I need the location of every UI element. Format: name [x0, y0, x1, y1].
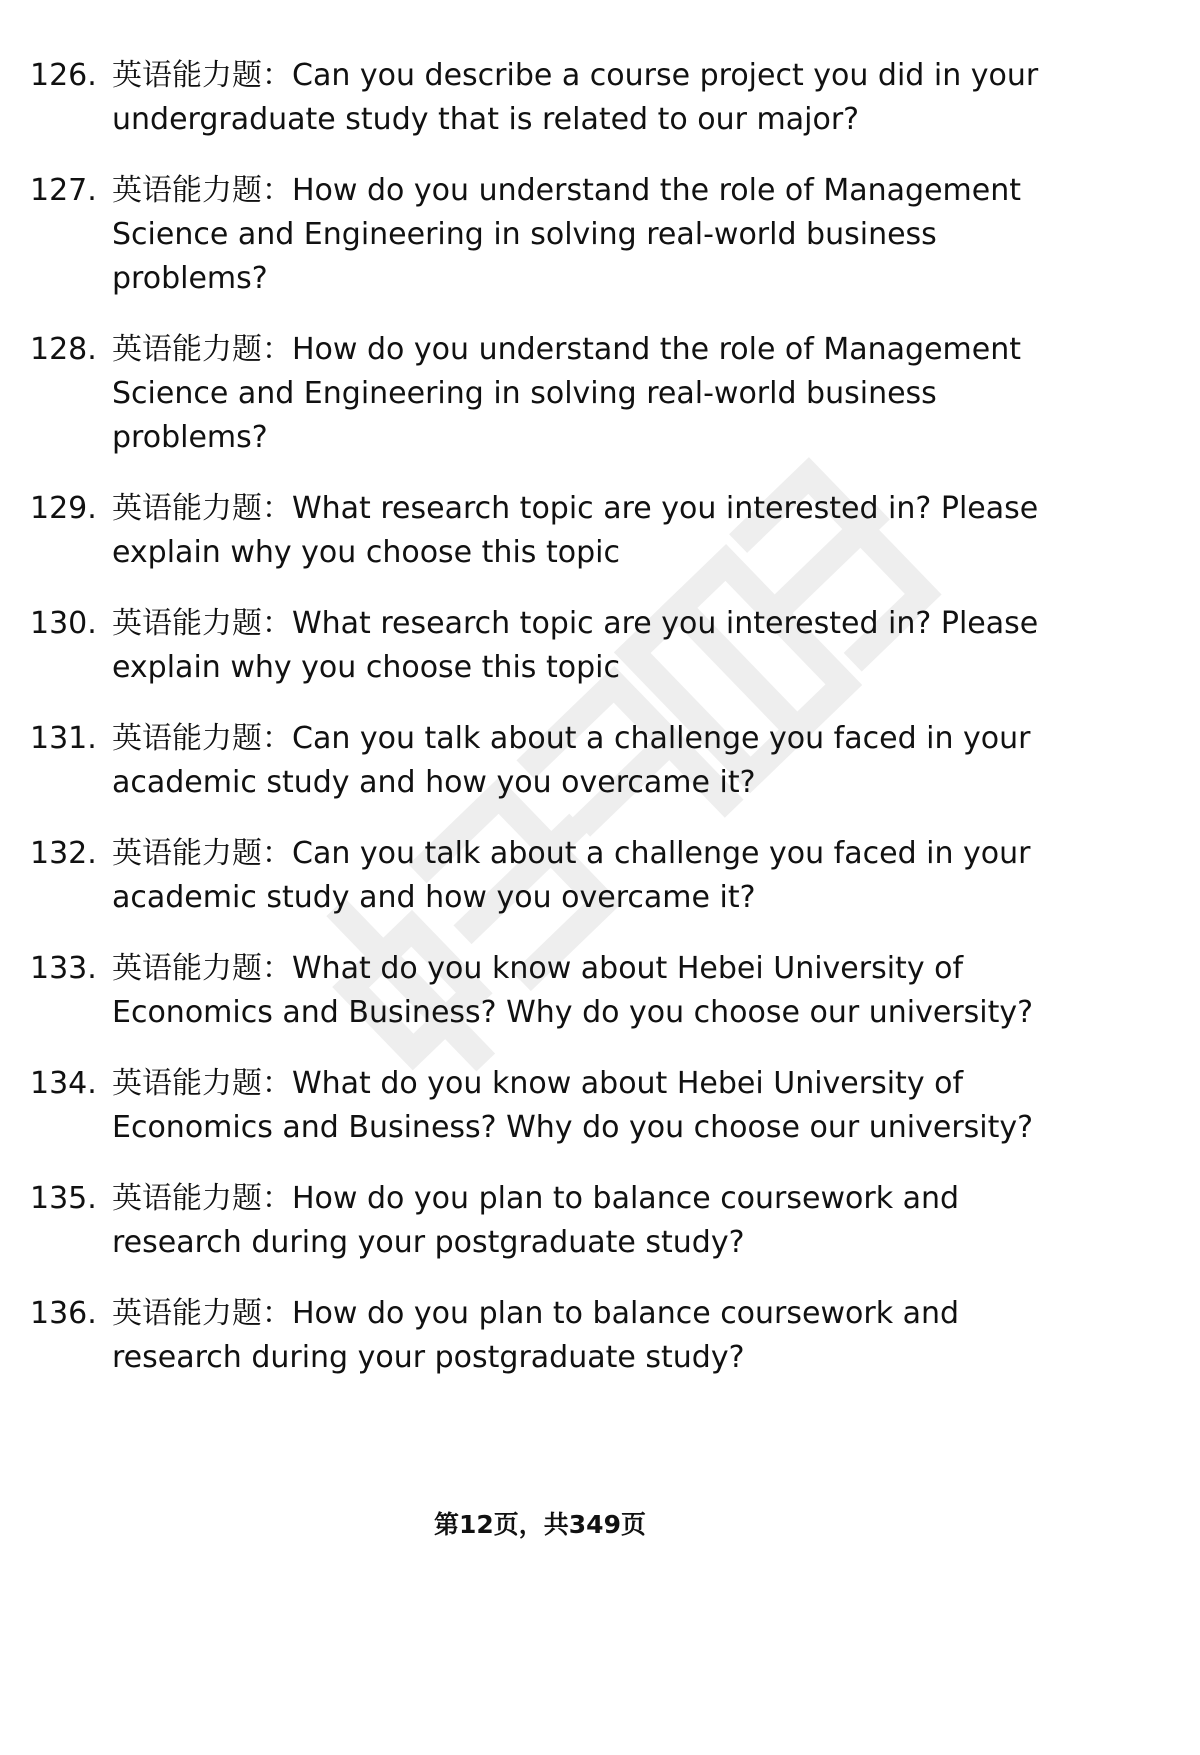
question-item — [0, 169, 1080, 301]
question-item — [0, 328, 1080, 460]
question-body — [112, 717, 1047, 805]
question-text: How do you plan to balance coursework and research during your postgraduate study? — [112, 1181, 960, 1260]
question-body — [112, 54, 1047, 142]
question-category: 英语能力题： — [112, 1181, 292, 1216]
question-item — [0, 717, 1080, 805]
question-body — [112, 1062, 1047, 1150]
question-text: Can you talk about a challenge you faced in your academic study and how you overcame it? — [112, 721, 1031, 800]
question-body — [112, 602, 1047, 690]
question-body — [112, 328, 1047, 460]
question-category: 英语能力题： — [112, 1296, 292, 1331]
question-text: How do you understand the role of Management Science and Engineering in solving real-world business problems? — [112, 332, 1022, 455]
question-number: 129. — [30, 491, 97, 526]
question-item — [0, 1062, 1080, 1150]
question-text: What do you know about Hebei University of Economics and Business? Why do you choose our university? — [112, 951, 1034, 1030]
question-list — [0, 54, 1080, 1407]
question-item — [0, 54, 1080, 142]
question-text: How do you understand the role of Management Science and Engineering in solving real-world business problems? — [112, 173, 1022, 296]
question-body — [112, 832, 1047, 920]
question-text: Can you talk about a challenge you faced in your academic study and how you overcame it? — [112, 836, 1031, 915]
question-item — [0, 1292, 1080, 1380]
question-text: What do you know about Hebei University of Economics and Business? Why do you choose our university? — [112, 1066, 1034, 1145]
question-item — [0, 832, 1080, 920]
question-number: 126. — [30, 58, 97, 93]
question-body — [112, 487, 1047, 575]
question-number: 130. — [30, 606, 97, 641]
question-text: How do you plan to balance coursework and research during your postgraduate study? — [112, 1296, 960, 1375]
question-number: 127. — [30, 173, 97, 208]
question-text: What research topic are you interested in? Please explain why you choose this topic — [112, 491, 1039, 570]
question-body — [112, 169, 1047, 301]
question-item — [0, 602, 1080, 690]
question-number: 128. — [30, 332, 97, 367]
question-category: 英语能力题： — [112, 951, 292, 986]
question-item — [0, 1177, 1080, 1265]
question-number: 135. — [30, 1181, 97, 1216]
question-number: 134. — [30, 1066, 97, 1101]
question-item — [0, 487, 1080, 575]
question-body — [112, 1292, 1047, 1380]
question-category: 英语能力题： — [112, 491, 292, 526]
question-category: 英语能力题： — [112, 332, 292, 367]
question-category: 英语能力题： — [112, 836, 292, 871]
question-number: 136. — [30, 1296, 97, 1331]
question-category: 英语能力题： — [112, 58, 292, 93]
question-category: 英语能力题： — [112, 721, 292, 756]
page-footer: 第12页，共349页 — [434, 1510, 646, 1539]
question-category: 英语能力题： — [112, 606, 292, 641]
question-body — [112, 1177, 1047, 1265]
question-text: Can you describe a course project you did in your undergraduate study that is related to our major? — [112, 58, 1039, 137]
question-number: 132. — [30, 836, 97, 871]
question-text: What research topic are you interested in? Please explain why you choose this topic — [112, 606, 1039, 685]
question-number: 131. — [30, 721, 97, 756]
question-item — [0, 947, 1080, 1035]
question-category: 英语能力题： — [112, 173, 292, 208]
question-category: 英语能力题： — [112, 1066, 292, 1101]
question-body — [112, 947, 1047, 1035]
question-number: 133. — [30, 951, 97, 986]
